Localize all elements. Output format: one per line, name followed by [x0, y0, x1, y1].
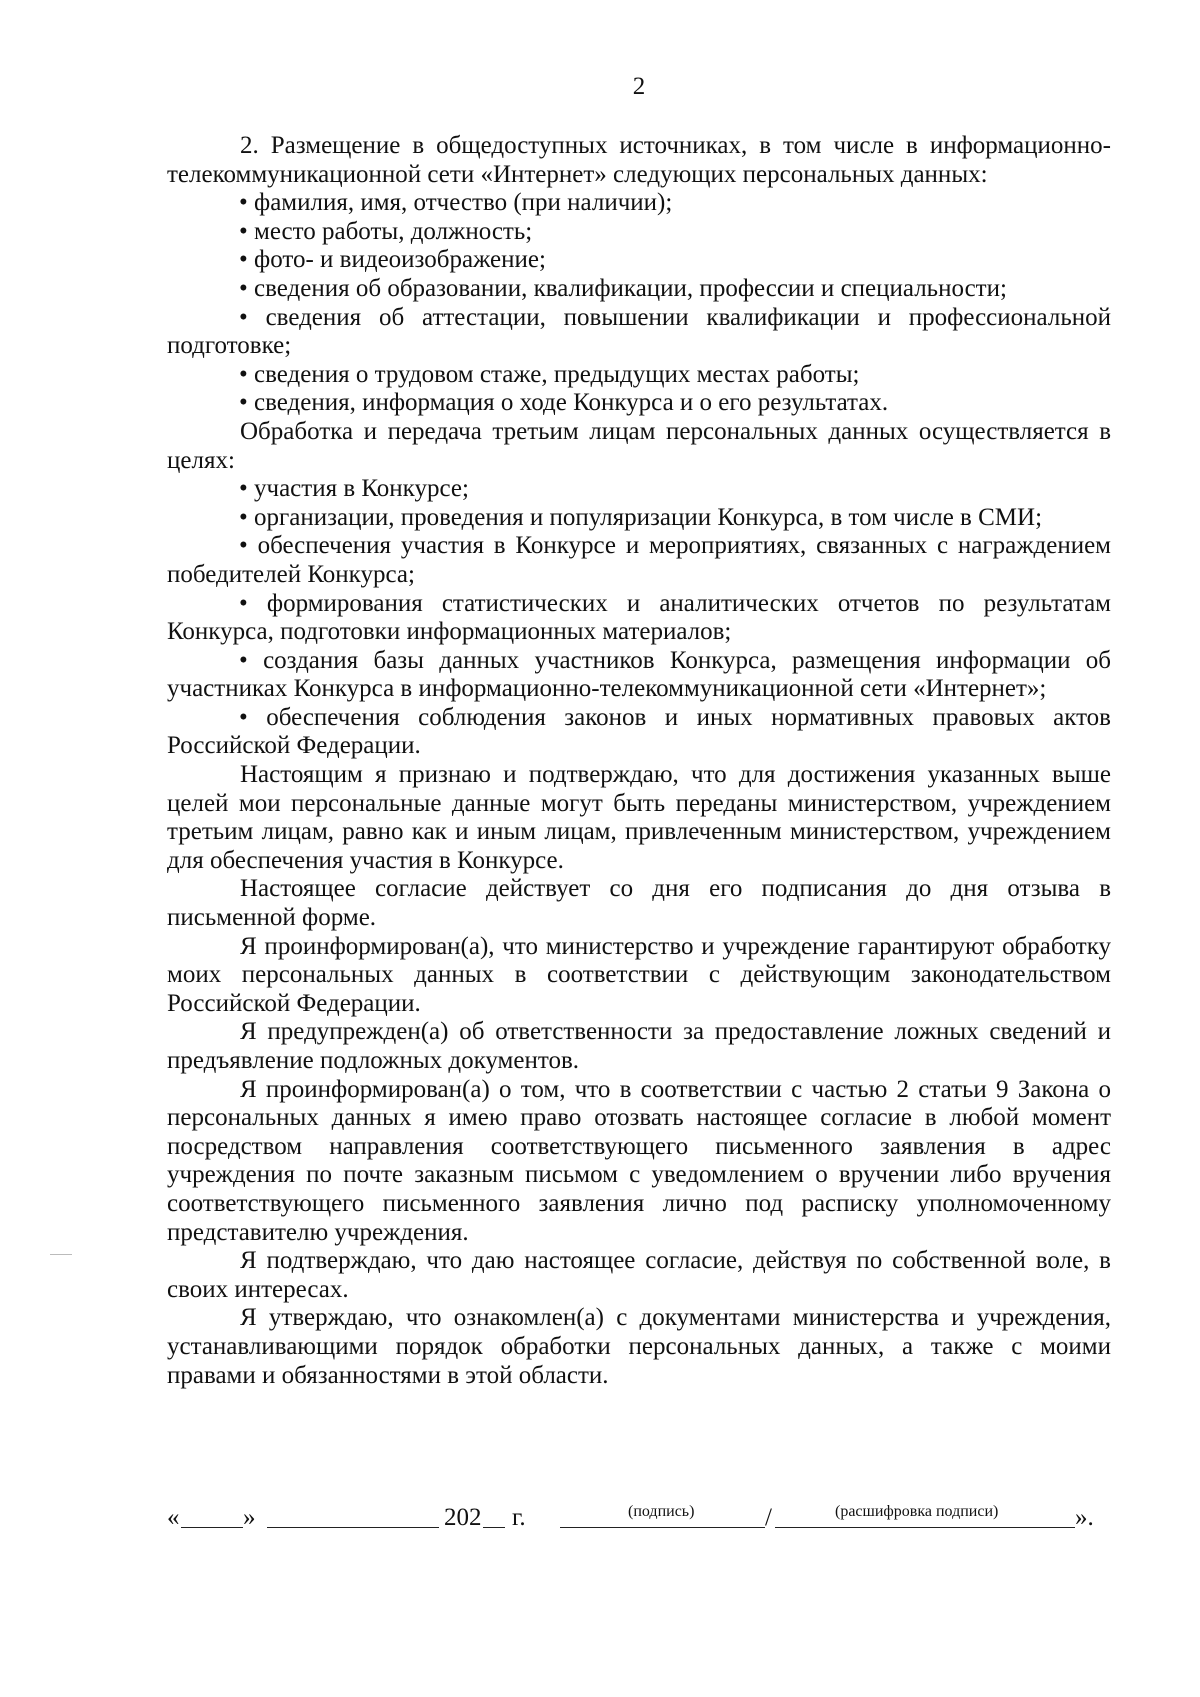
bullet-item: • сведения об образовании, квалификации, профессии и специальности; [239, 274, 1007, 302]
bullet-item: • фамилия, имя, отчество (при наличии); [239, 189, 673, 217]
paragraph: Я предупрежден(а) об ответственности за предоставление ложных сведений и предъявление подложных документов. [167, 1018, 1111, 1074]
signature-caption: (подпись) [628, 1503, 695, 1520]
paragraph: Настоящее согласие действует со дня его подписания до дня отзыва в письменной форме. [167, 875, 1111, 932]
bullet-item: • формирования статистических и аналитических отчетов по результатам Конкурса, подготовки информационных материалов; [167, 589, 1111, 646]
bullet-item: • место работы, должность; [239, 217, 533, 245]
day-close-quote: » [243, 1504, 256, 1531]
decoding-caption: (расшифровка подписи) [835, 1503, 999, 1520]
signature-field[interactable] [560, 1527, 765, 1528]
bullet-item: • обеспечения участия в Конкурсе и мероприятиях, связанных с награждением победителей Конкурса; [167, 532, 1111, 588]
paragraph: Настоящим я признаю и подтверждаю, что для достижения указанных выше целей мои персональные данные могут быть переданы министерством, учреждением третьим лицам, равно как и иным лицам, привлеченным министерством, учреждением для обеспечения участия в Конкурсе. [167, 761, 1111, 874]
document-page [167, 70, 1111, 1390]
paragraph: Я проинформирован(а) о том, что в соответствии с частью 2 статьи 9 Закона о персональных данных я имею право отозвать настоящее согласие в любой момент посредством направления соответствующего письменного заявления в адрес учреждения по почте заказным письмом с уведомлением о вручении либо вручения соответствующего письменного заявления лично под расписку уполномоченному представителю учреждения. [167, 1075, 1111, 1246]
day-field[interactable] [181, 1527, 243, 1528]
bullet-item: • создания базы данных участников Конкурса, размещения информации об участниках Конкурса в информационно-телекоммуникационной сети «Интернет»; [167, 646, 1111, 703]
year-suffix: г. [512, 1504, 526, 1531]
bullet-item: • сведения, информация о ходе Конкурса и о его результатах. [239, 389, 889, 417]
paragraph: Я проинформирован(а), что министерство и учреждение гарантируют обработку моих персональных данных в соответствии с действующим законодательством Российской Федерации. [167, 932, 1111, 1017]
paragraph: Я утверждаю, что ознакомлен(а) с документами министерства и учреждения, устанавливающими порядок обработки персональных данных, а также с моими правами и обязанностями в этой области. [167, 1304, 1111, 1389]
day-open-quote: « [167, 1504, 180, 1531]
document-body [167, 132, 1111, 1390]
bullet-item: • сведения об аттестации, повышении квалификации и профессиональной подготовке; [167, 303, 1111, 360]
signature-decoding-field[interactable] [775, 1527, 1075, 1528]
signature-line [167, 1503, 1111, 1563]
year-field[interactable] [483, 1527, 505, 1528]
bullet-item: • сведения о трудовом стаже, предыдущих местах работы; [239, 360, 860, 388]
page-number: 2 [632, 73, 646, 100]
bullet-item: • обеспечения соблюдения законов и иных нормативных правовых актов Российской Федерации. [167, 703, 1111, 760]
bullet-item: • фото- и видеоизображение; [239, 246, 546, 274]
signature-slash: / [765, 1504, 772, 1531]
month-field[interactable] [267, 1527, 439, 1528]
year-prefix: 202 [444, 1504, 482, 1531]
bullet-item: • организации, проведения и популяризации Конкурса, в том числе в СМИ; [239, 503, 1043, 531]
signature-end-quote: ». [1075, 1504, 1094, 1531]
paragraph: 2. Размещение в общедоступных источниках, в том числе в информационно-телекоммуникационной сети «Интернет» следующих персональных данных: [167, 132, 1111, 188]
paragraph: Я подтверждаю, что даю настоящее согласие, действуя по собственной воле, в своих интересах. [167, 1247, 1111, 1303]
bullet-item: • участия в Конкурсе; [239, 475, 469, 503]
margin-scan-mark [50, 1254, 72, 1255]
paragraph: Обработка и передача третьим лицам персональных данных осуществляется в целях: [167, 417, 1111, 474]
